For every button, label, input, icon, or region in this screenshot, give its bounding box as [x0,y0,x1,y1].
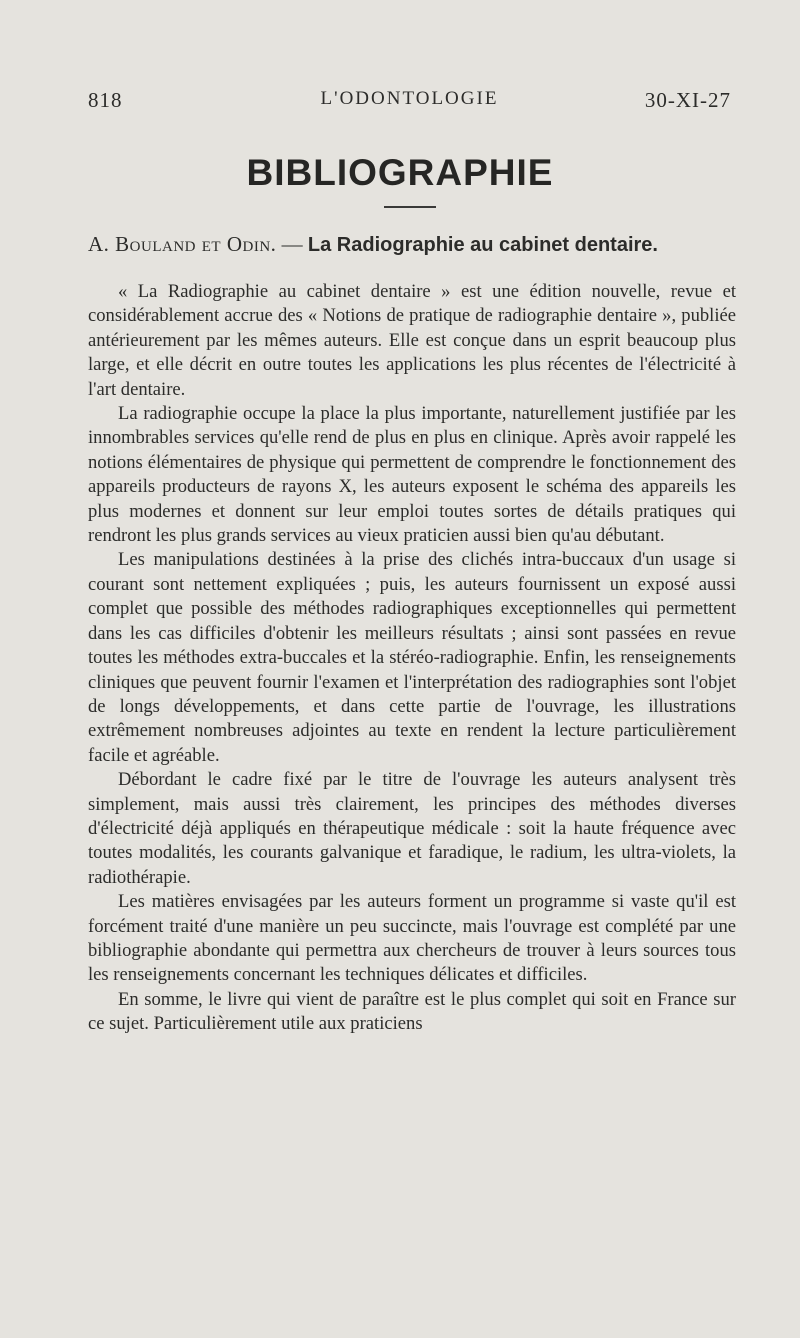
page-number: 818 [88,88,123,112]
paragraph: En somme, le livre qui vient de paraître est le plus complet qui soit en France sur ce sujet. Particulièrement utile aux praticiens [88,988,736,1035]
journal-title: L'ODONTOLOGIE [320,88,499,109]
book-title: La Radiographie au cabinet dentaire. [307,234,658,256]
paragraph: Les manipulations destinées à la prise des clichés intra-buccaux d'un usage si courant sont nettement expliquées ; puis, les auteurs fournissent un exposé aussi complet que possible des méthodes radiographiques exceptionnelles qui permettent dans les cas difficiles d'obtenir les meilleurs résultats ; ainsi sont passées en revue toutes les méthodes extra-buccales et la stéréo-radiographie. Enfin, les renseignements cliniques que peuvent fournir l'examen et l'interprétation des radiographies sont l'objet de longs développements, et dans cette partie de l'ouvrage, les illustrations extrêmement nombreuses adjointes au texte en rendent la lecture particulièrement facile et agréable. [88,549,736,766]
review-body [88,280,736,1037]
paragraph: « La Radiographie au cabinet dentaire » est une édition nouvelle, revue et considérablement accrue des « Notions de pratique de radiographie dentaire », publiée antérieurement par les mêmes auteurs. Elle est conçue dans un esprit beaucoup plus large, et elle décrit en outre toutes les applications les plus récentes de l'électricité à l'art dentaire. [88,281,736,400]
section-title: BIBLIOGRAPHIE [246,152,554,193]
title-divider [384,206,436,208]
paragraph: La radiographie occupe la place la plus importante, naturellement justifiée par les innombrables services qu'elle rend de plus en plus en clinique. Après avoir rappelé les notions élémentaires de physique qui permettent de comprendre le fonctionnement des appareils producteurs de rayons X, les auteurs exposent le schéma des appareils les plus modernes et donnent sur leur emploi toutes sortes de détails pratiques qui rendront les plus grands services au vieux praticien aussi bien qu'au débutant. [88,403,736,547]
issue-date: 30-XI-27 [644,88,731,112]
book-authors: A. Bouland et Odin. [88,232,277,256]
running-header [88,88,731,118]
paragraph: Les matières envisagées par les auteurs forment un programme si vaste qu'il est forcément traité d'une manière un peu succincte, mais l'ouvrage est complété par une bibliographie abondante qui permettra aux chercheurs de trouver à leurs sources tous les renseignements concernant les techniques délicates et difficiles. [88,891,736,986]
heading-dash: — [276,232,308,256]
paragraph: Débordant le cadre fixé par le titre de l'ouvrage les auteurs analysent très simplement, mais aussi très clairement, les principes des méthodes diverses d'électricité déjà appliqués en thérapeutique médicale : soit la haute fréquence avec toutes modalités, les courants galvanique et faradique, le radium, les ultra-violets, la radiothérapie. [88,769,736,888]
review-heading [88,232,748,257]
